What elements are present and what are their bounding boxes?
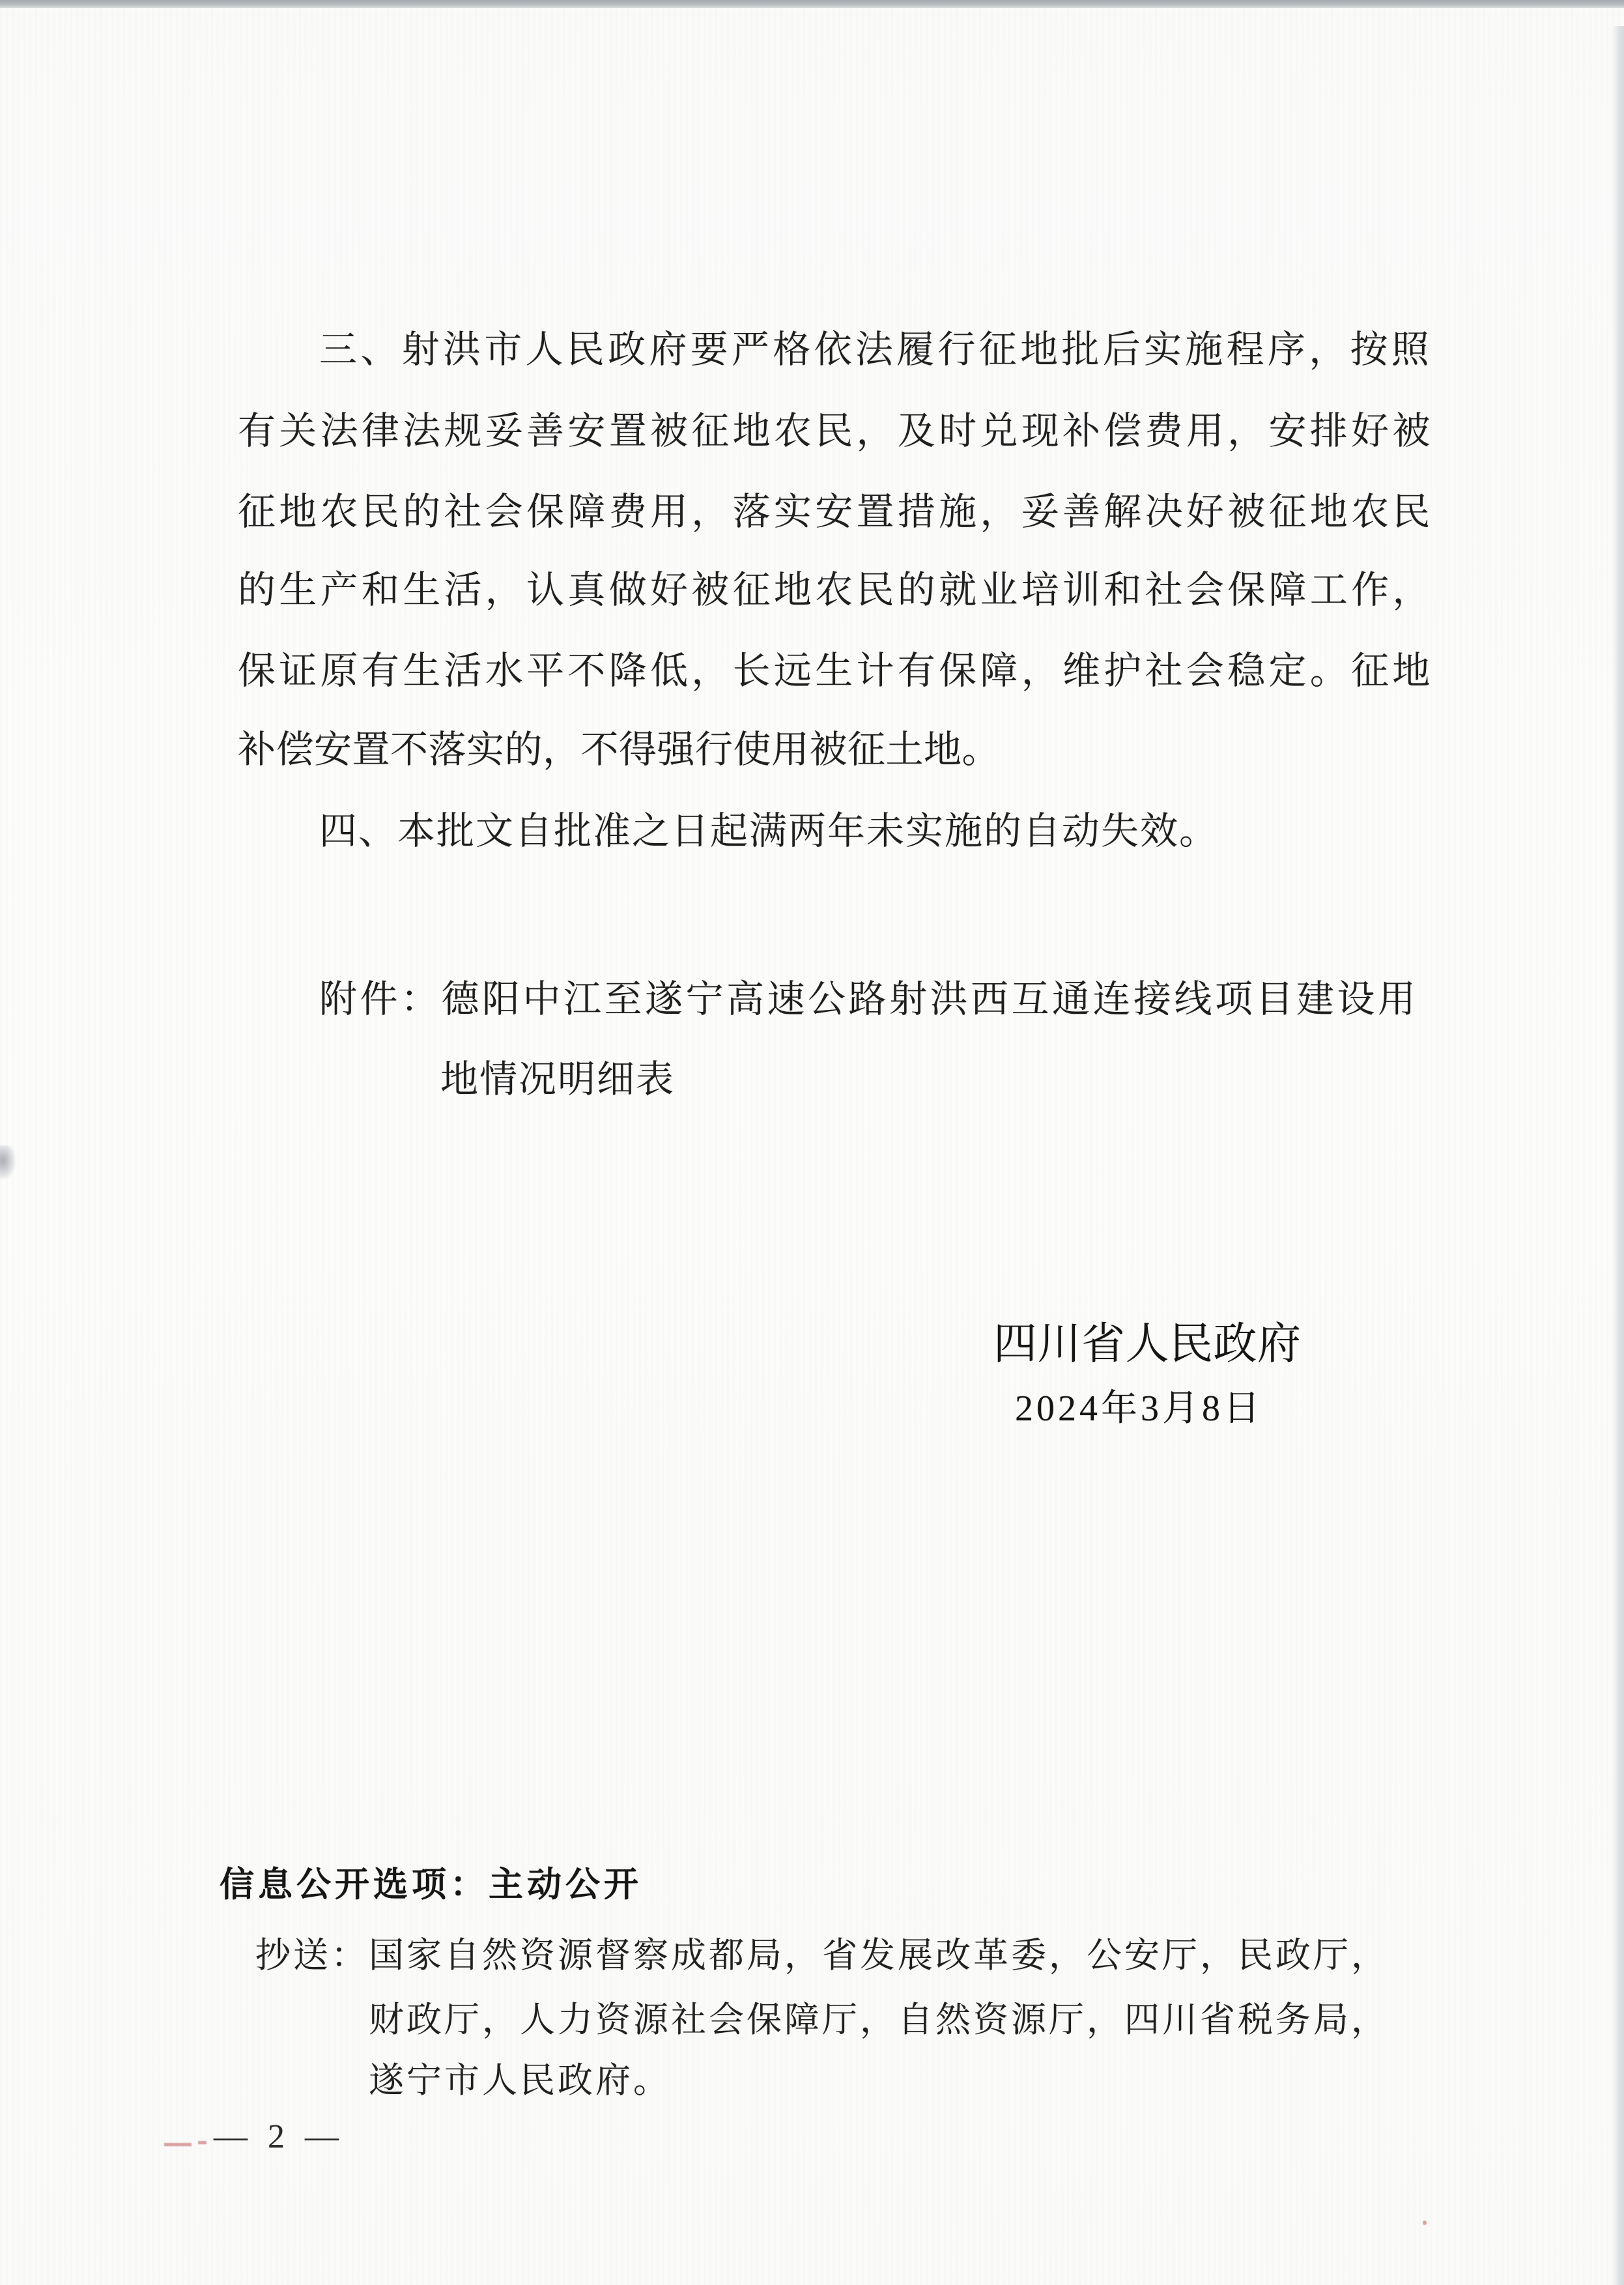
body-paragraph-line: 有关法律法规妥善安置被征地农民，及时兑现补偿费用，安排好被 bbox=[238, 410, 1434, 452]
body-paragraph-line: 的生产和生活，认真做好被征地农民的就业培训和社会保障工作， bbox=[238, 569, 1434, 611]
body-paragraph-line: 征地农民的社会保障费用，落实安置措施，妥善解决好被征地农民 bbox=[238, 491, 1434, 533]
scan-smudge bbox=[0, 1145, 16, 1179]
cc-line: 财政厅，人力资源社会保障厅，自然资源厅，四川省税务局， bbox=[369, 2000, 1389, 2039]
attachment-line: 地情况明细表 bbox=[440, 1058, 676, 1100]
body-paragraph-line: 保证原有生活水平不降低，长远生计有保障，维护社会稳定。征地 bbox=[238, 650, 1434, 692]
red-ink-mark bbox=[198, 2141, 207, 2144]
red-ink-mark bbox=[1423, 2220, 1427, 2225]
body-paragraph-line: 三、射洪市人民政府要严格依法履行征地批后实施程序，按照 bbox=[319, 328, 1433, 371]
cc-line: 抄送：国家自然资源督察成都局，省发展改革委，公安厅，民政厅， bbox=[255, 1936, 1389, 1975]
page-number: — 2 — bbox=[214, 2118, 345, 2155]
body-paragraph-line: 补偿安置不落实的，不得强行使用被征土地。 bbox=[238, 728, 1001, 771]
scanner-edge-top bbox=[0, 0, 1624, 8]
signature-issuer: 四川省人民政府 bbox=[993, 1320, 1302, 1368]
signature-date: 2024年3月8日 bbox=[1015, 1388, 1263, 1429]
cc-line: 遂宁市人民政府。 bbox=[369, 2061, 671, 2100]
red-ink-mark bbox=[164, 2143, 192, 2146]
scanner-edge-right bbox=[1612, 26, 1624, 2285]
body-paragraph-line: 四、本批文自批准之日起满两年未实施的自动失效。 bbox=[319, 810, 1219, 852]
attachment-line: 附件：德阳中江至遂宁高速公路射洪西互通连接线项目建设用 bbox=[319, 978, 1419, 1020]
disclosure-option: 信息公开选项：主动公开 bbox=[220, 1865, 642, 1904]
